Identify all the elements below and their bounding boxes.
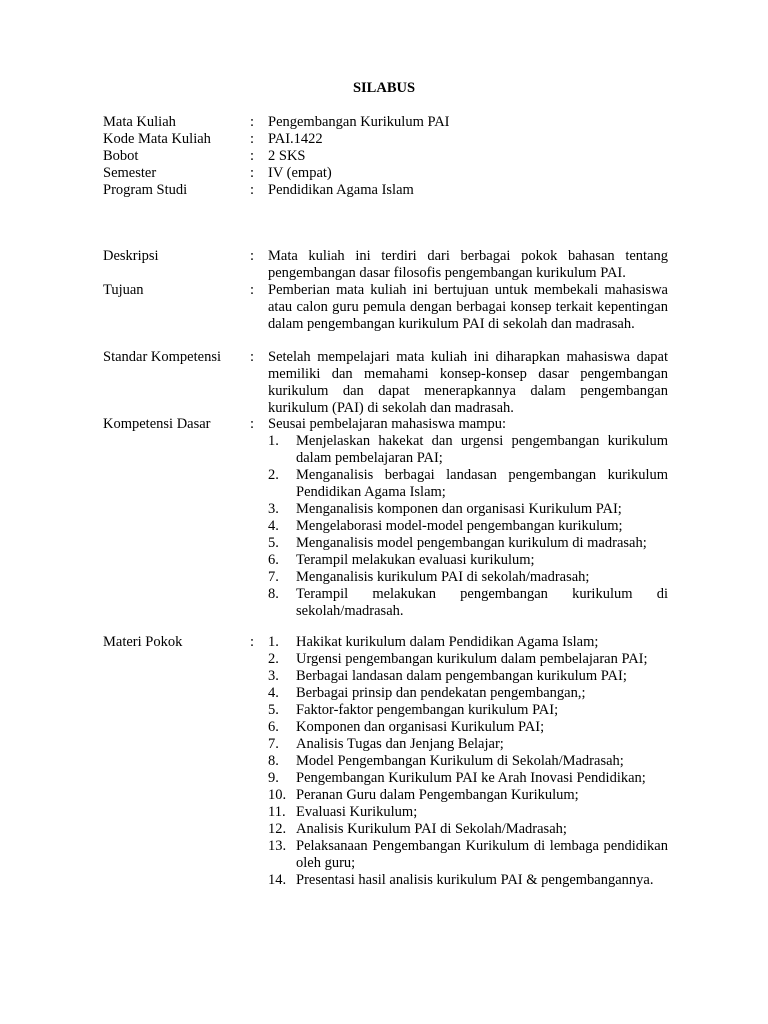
list-item: [268, 518, 668, 535]
colon: :: [250, 114, 255, 130]
list-item-text: Menganalisis kurikulum PAI di sekolah/madrasah;: [296, 569, 590, 585]
list-item-text: Terampil melakukan pengembangan kurikulum di sekolah/madrasah.: [296, 586, 668, 619]
semester-value: IV (empat): [268, 165, 332, 181]
list-item: [268, 685, 668, 702]
colon: :: [250, 248, 255, 264]
colon: :: [250, 634, 255, 650]
colon: :: [250, 349, 255, 365]
list-item: [268, 719, 668, 736]
list-item-text: Menganalisis komponen dan organisasi Kurikulum PAI;: [296, 501, 622, 517]
description-label: Deskripsi: [103, 248, 159, 264]
list-number: 4.: [268, 518, 279, 534]
credit-label: Bobot: [103, 148, 139, 164]
colon: :: [250, 182, 255, 198]
semester-label: Semester: [103, 165, 157, 181]
list-number: 1.: [268, 433, 279, 449]
competency-standard-label: Standar Kompetensi: [103, 349, 221, 365]
document-title: SILABUS: [352, 80, 416, 96]
basic-competency-content: [268, 416, 668, 620]
list-number: 3.: [268, 501, 279, 517]
list-item-text: Mengelaborasi model-model pengembangan kurikulum;: [296, 518, 623, 534]
list-number: 5.: [268, 535, 279, 551]
list-item-text: Pelaksanaan Pengembangan Kurikulum di lembaga pendidikan oleh guru;: [296, 838, 668, 871]
list-item: [268, 569, 668, 586]
list-item-text: Berbagai prinsip dan pendekatan pengembangan,;: [296, 685, 586, 701]
list-number: 4.: [268, 685, 279, 701]
list-number: 7.: [268, 569, 279, 585]
list-number: 11.: [268, 804, 286, 820]
list-item-text: Terampil melakukan evaluasi kurikulum;: [296, 552, 535, 568]
main-material-label: Materi Pokok: [103, 634, 183, 650]
list-number: 9.: [268, 770, 279, 786]
list-item: [268, 770, 668, 787]
list-item: [268, 668, 668, 685]
list-number: 14.: [268, 872, 287, 888]
list-number: 8.: [268, 586, 279, 602]
study-program-label: Program Studi: [103, 182, 188, 198]
list-number: 2.: [268, 467, 279, 483]
list-number: 7.: [268, 736, 279, 752]
credit-value: 2 SKS: [268, 148, 306, 164]
list-item-text: Berbagai landasan dalam pengembangan kurikulum PAI;: [296, 668, 627, 684]
basic-competency-label: Kompetensi Dasar: [103, 416, 211, 432]
list-item-text: Komponen dan organisasi Kurikulum PAI;: [296, 719, 545, 735]
list-number: 1.: [268, 634, 279, 650]
list-number: 3.: [268, 668, 279, 684]
main-material-list: [268, 634, 668, 889]
list-item: [268, 702, 668, 719]
list-item: [268, 838, 668, 872]
list-item: [268, 736, 668, 753]
list-number: 12.: [268, 821, 287, 837]
list-item-text: Presentasi hasil analisis kurikulum PAI & pengembangannya.: [296, 872, 654, 888]
list-number: 13.: [268, 838, 287, 854]
list-item: [268, 501, 668, 518]
list-item: [268, 804, 668, 821]
colon: :: [250, 416, 255, 432]
course-code-label: Kode Mata Kuliah: [103, 131, 211, 147]
list-item-text: Hakikat kurikulum dalam Pendidikan Agama Islam;: [296, 634, 599, 650]
list-item: [268, 467, 668, 501]
list-item: [268, 552, 668, 569]
list-item: [268, 535, 668, 552]
description-text: Mata kuliah ini terdiri dari berbagai pokok bahasan tentang pengembangan dasar filosofis pengembangan kurikulum PAI.: [268, 248, 668, 281]
list-item: [268, 651, 668, 668]
colon: :: [250, 282, 255, 298]
list-item-text: Menganalisis berbagai landasan pengembangan kurikulum Pendidikan Agama Islam;: [296, 467, 668, 500]
colon: :: [250, 131, 255, 147]
colon: :: [250, 148, 255, 164]
list-number: 5.: [268, 702, 279, 718]
course-name-value: Pengembangan Kurikulum PAI: [268, 114, 450, 130]
list-number: 8.: [268, 753, 279, 769]
list-number: 10.: [268, 787, 287, 803]
list-item-text: Evaluasi Kurikulum;: [296, 804, 418, 820]
list-item: [268, 586, 668, 620]
main-material-content: [268, 634, 668, 889]
list-item-text: Menganalisis model pengembangan kurikulum di madrasah;: [296, 535, 647, 551]
list-item-text: Urgensi pengembangan kurikulum dalam pembelajaran PAI;: [296, 651, 648, 667]
list-item-text: Analisis Kurikulum PAI di Sekolah/Madrasah;: [296, 821, 567, 837]
list-number: 2.: [268, 651, 279, 667]
list-item: [268, 872, 668, 889]
list-item: [268, 821, 668, 838]
list-item: [268, 433, 668, 467]
list-item: [268, 753, 668, 770]
colon: :: [250, 165, 255, 181]
list-item-text: Peranan Guru dalam Pengembangan Kurikulum;: [296, 787, 579, 803]
list-item-text: Faktor-faktor pengembangan kurikulum PAI;: [296, 702, 559, 718]
list-item: [268, 787, 668, 804]
course-code-value: PAI.1422: [268, 131, 323, 147]
list-item-text: Menjelaskan hakekat dan urgensi pengembangan kurikulum dalam pembelajaran PAI;: [296, 433, 668, 466]
list-number: 6.: [268, 719, 279, 735]
list-number: 6.: [268, 552, 279, 568]
course-name-label: Mata Kuliah: [103, 114, 176, 130]
list-item-text: Model Pengembangan Kurikulum di Sekolah/Madrasah;: [296, 753, 624, 769]
objective-text: Pemberian mata kuliah ini bertujuan untuk membekali mahasiswa atau calon guru pemula dengan berbagai konsep terkait kepentingan dalam pengembangan kurikulum PAI di sekolah dan madrasah.: [268, 282, 668, 332]
objective-label: Tujuan: [103, 282, 144, 298]
competency-standard-text: Setelah mempelajari mata kuliah ini diharapkan mahasiswa dapat memiliki dan memahami konsep-konsep dasar pengembangan kurikulum dan dapat menerapkannya dalam pengembangan kurikulum (PAI) di sekolah dan madrasah.: [268, 349, 668, 416]
list-item-text: Analisis Tugas dan Jenjang Belajar;: [296, 736, 504, 752]
list-item-text: Pengembangan Kurikulum PAI ke Arah Inovasi Pendidikan;: [296, 770, 646, 786]
basic-competency-intro: Seusai pembelajaran mahasiswa mampu:: [268, 416, 506, 432]
study-program-value: Pendidikan Agama Islam: [268, 182, 414, 198]
basic-competency-list: [268, 433, 668, 620]
list-item: [268, 634, 668, 651]
